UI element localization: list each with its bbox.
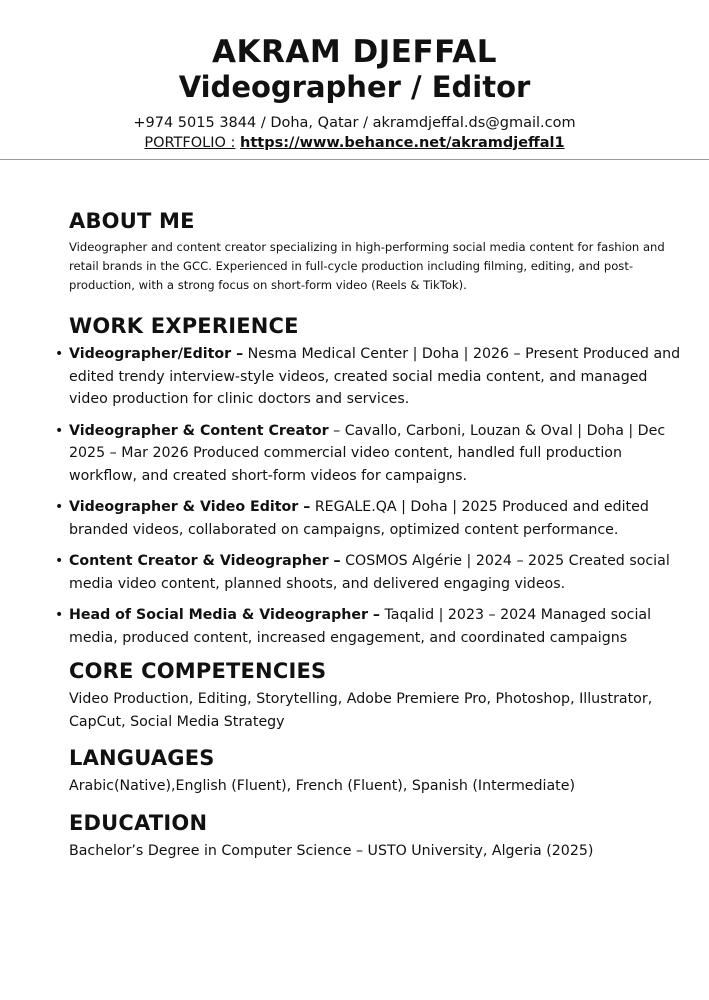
bullet-icon: • <box>55 422 64 439</box>
candidate-name: AKRAM DJEFFAL <box>211 34 497 70</box>
education-heading: EDUCATION <box>69 810 208 835</box>
competencies-heading: CORE COMPETENCIES <box>69 659 327 683</box>
header-divider <box>0 159 709 160</box>
about-heading: ABOUT ME <box>69 209 195 233</box>
job-title: Content Creator & Videographer – <box>69 553 341 569</box>
job-title: Videographer & Content Creator <box>69 422 329 439</box>
bullet-icon: • <box>55 499 64 515</box>
languages-text: Arabic(Native),English (Fluent), French (Fluent), Spanish (Intermediate) <box>69 778 575 794</box>
bullet-icon: • <box>55 553 64 569</box>
languages-section <box>69 745 687 798</box>
candidate-role: Videographer / Editor <box>178 70 531 104</box>
education-section <box>69 810 687 863</box>
experience-heading: WORK EXPERIENCE <box>69 314 299 338</box>
job-details: – Cavallo, Carboni, Louzan & Oval | Doha | Dec 2025 – Mar 2026 Produced commercial video content, handled full production workflow, and created short-form videos for campaigns. <box>69 422 666 484</box>
job-details: Taqalid | 2023 – 2024 Managed social media, produced content, increased engagement, and coordinated campaigns <box>69 607 652 646</box>
bullet-icon: • <box>55 607 64 623</box>
list-item <box>55 604 687 649</box>
education-text: Bachelor’s Degree in Computer Science – USTO University, Algeria (2025) <box>69 842 594 859</box>
job-title: Head of Social Media & Videographer – <box>69 607 380 623</box>
portfolio-label: PORTFOLIO : <box>144 135 236 151</box>
list-item <box>55 420 687 488</box>
competencies-text: Video Production, Editing, Storytelling, Adobe Premiere Pro, Photoshop, Illustrator, CapCut, Social Media Strategy <box>69 691 653 730</box>
about-text: Videographer and content creator specializing in high-performing social media content for fashion and retail brands in the GCC. Experienced in full-cycle production including filming, editing, and post-production, with a strong focus on short-form video (Reels & TikTok). <box>69 240 665 292</box>
list-item <box>55 343 687 411</box>
competencies-section <box>69 658 687 733</box>
portfolio-line <box>0 133 709 153</box>
list-item <box>55 496 687 541</box>
job-title: Videographer/Editor – <box>69 346 244 362</box>
resume-header <box>0 0 709 153</box>
bullet-icon: • <box>55 346 64 362</box>
about-section <box>69 208 687 295</box>
job-details: REGALE.QA | Doha | 2025 Produced and edited branded videos, collaborated on campaigns, optimized content performance. <box>69 499 649 538</box>
portfolio-link[interactable]: https://www.behance.net/akramdjeffal1 <box>240 135 565 151</box>
job-details: Nesma Medical Center | Doha | 2026 – Present Produced and edited trendy interview-style videos, created social media content, and managed video production for clinic doctors and services. <box>69 346 681 407</box>
experience-section <box>55 313 687 649</box>
resume-body <box>55 208 687 874</box>
job-details: COSMOS Algérie | 2024 – 2025 Created social media video content, planned shoots, and delivered engaging videos. <box>69 553 670 592</box>
languages-heading: LANGUAGES <box>69 746 215 770</box>
job-title: Videographer & Video Editor – <box>69 499 311 515</box>
list-item <box>55 550 687 595</box>
contact-info: +974 5015 3844 / Doha, Qatar / akramdjeffal.ds@gmail.com <box>133 115 576 131</box>
